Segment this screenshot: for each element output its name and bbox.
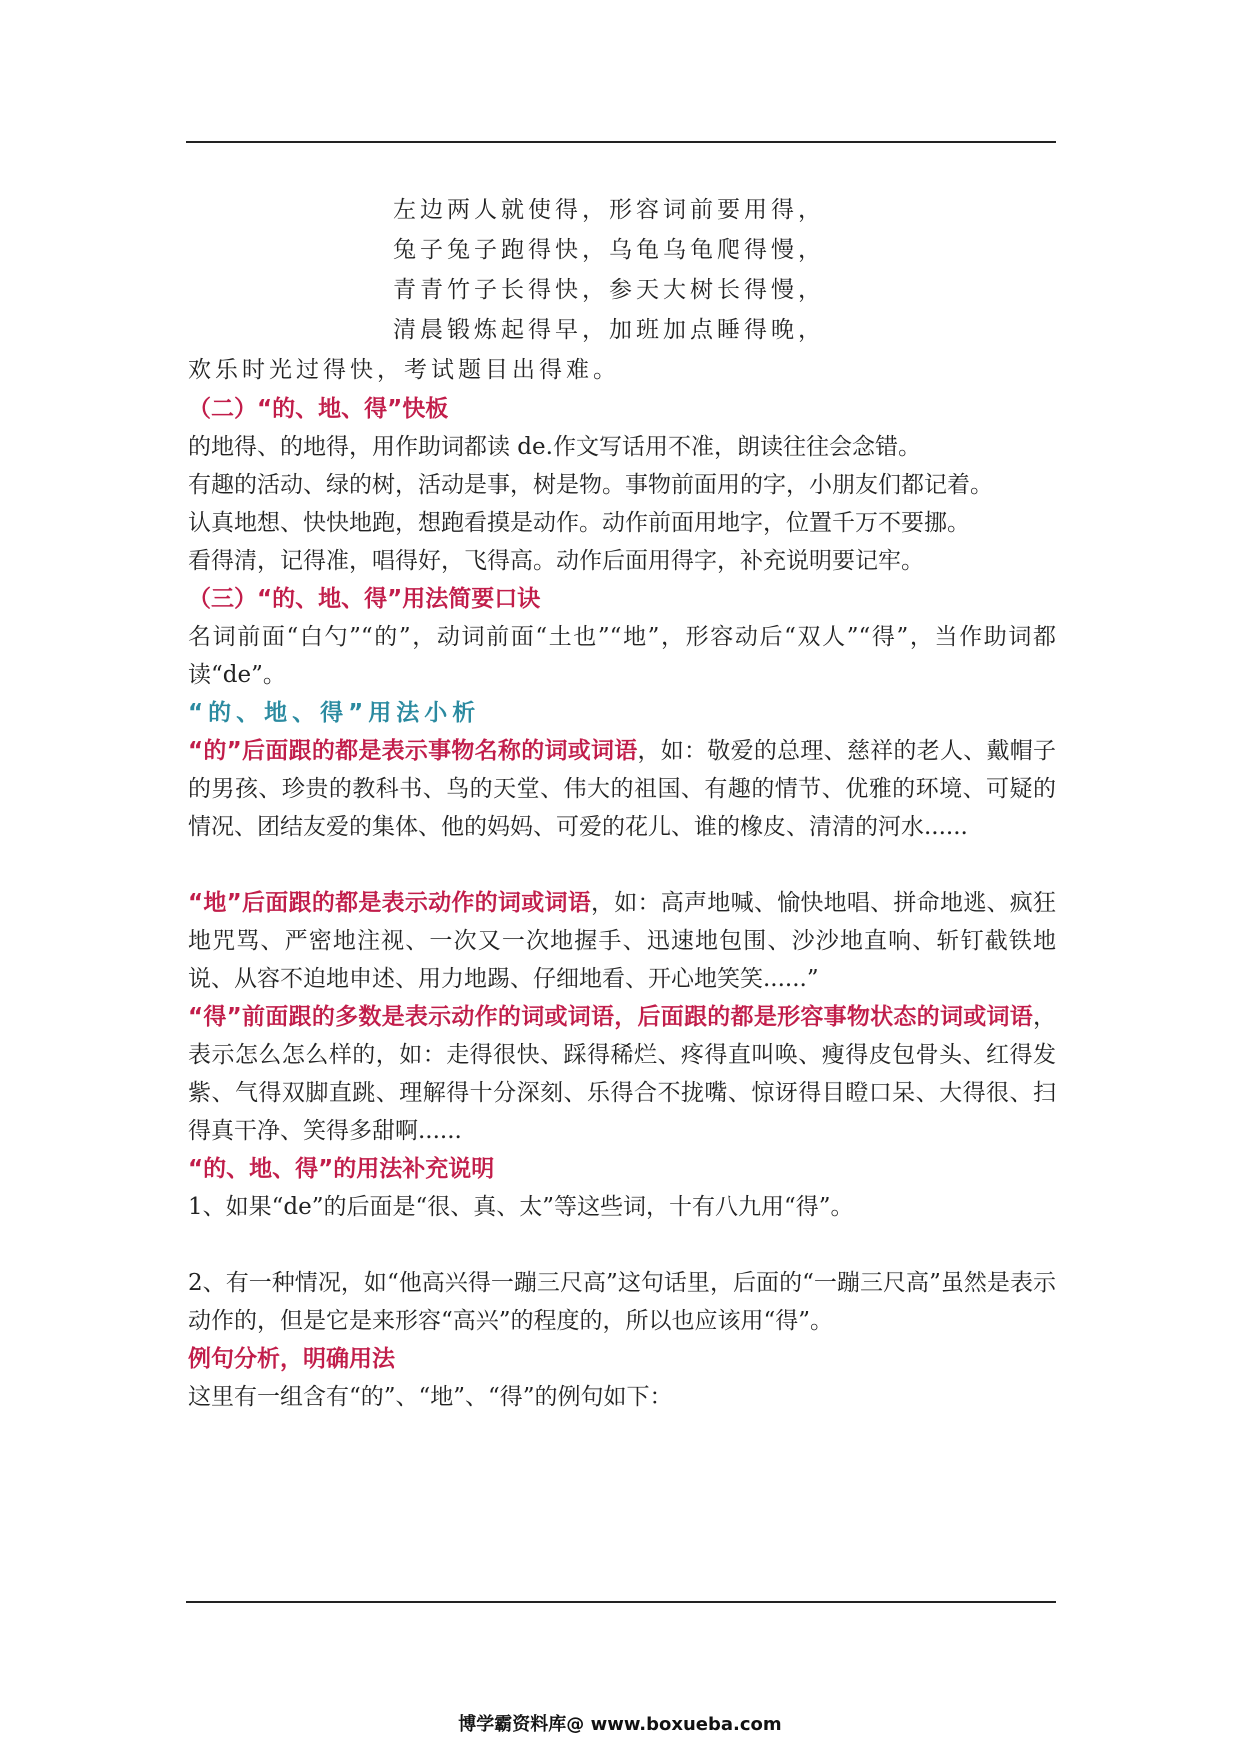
poem-line: 兔子兔子跑得快，乌龟乌龟爬得慢， bbox=[393, 237, 825, 263]
poem bbox=[188, 190, 1056, 390]
section2-heading: （二）“的、地、得”快板 bbox=[188, 396, 449, 422]
footer-text: 博学霸资料库@ www.boxueba.com bbox=[458, 1714, 782, 1735]
supplement-item-1: 1、如果“de”的后面是“很、真、太”等这些词，十有八九用“得”。 bbox=[188, 1194, 854, 1220]
de2-paragraph bbox=[188, 884, 1056, 998]
section2-line: 看得清，记得准，唱得好，飞得高。动作后面用得字，补充说明要记牢。 bbox=[188, 548, 924, 574]
spacer bbox=[188, 1226, 1056, 1264]
poem-line: 左边两人就使得，形容词前要用得， bbox=[393, 197, 825, 223]
analysis-heading: “的、地、得”用法小析 bbox=[188, 700, 481, 726]
de1-text: ，如：敬爱的总理、慈祥的老人、戴帽子的男孩、珍贵的教科书、鸟的天堂、伟大的祖国、有趣的情节、优雅的环境、可疑的情况、团结友爱的集体、他的妈妈、可爱的花儿、谁的橡皮、清清的河水...... bbox=[188, 738, 1057, 840]
spacer bbox=[188, 846, 1056, 884]
de1-paragraph bbox=[188, 732, 1056, 846]
section3-text: 名词前面“白勺”“的”，动词前面“土也”“地”，形容动后“双人”“得”，当作助词都读“de”。 bbox=[188, 624, 1056, 688]
section2-line: 有趣的活动、绿的树，活动是事，树是物。事物前面用的字，小朋友们都记着。 bbox=[188, 472, 993, 498]
document-body bbox=[188, 190, 1056, 1416]
header-rule bbox=[186, 141, 1056, 143]
de2-text: ，如：高声地喊、愉快地唱、拼命地逃、疯狂地咒骂、严密地注视、一次又一次地握手、迅速地包围、沙沙地直响、斩钉截铁地说、从容不迫地申述、用力地踢、仔细地看、开心地笑笑......” bbox=[188, 890, 1056, 992]
de3-paragraph bbox=[188, 998, 1056, 1150]
footer-rule bbox=[186, 1601, 1056, 1603]
section3-heading: （三）“的、地、得”用法简要口诀 bbox=[188, 586, 541, 612]
supplement-item-2: 2、有一种情况，如“他高兴得一蹦三尺高”这句话里，后面的“一蹦三尺高”虽然是表示动作的，但是它是来形容“高兴”的程度的，所以也应该用“得”。 bbox=[188, 1270, 1056, 1334]
section2-line: 认真地想、快快地跑，想跑看摸是动作。动作前面用地字，位置千万不要挪。 bbox=[188, 510, 970, 536]
de1-lead: “的”后面跟的都是表示事物名称的词或词语 bbox=[188, 738, 638, 764]
examples-heading: 例句分析，明确用法 bbox=[188, 1346, 395, 1372]
de3-lead: “得”前面跟的多数是表示动作的词或词语，后面跟的都是形容事物状态的词或词语 bbox=[188, 1004, 1033, 1030]
poem-line: 清晨锻炼起得早，加班加点睡得晚， bbox=[393, 317, 825, 343]
poem-last-line: 欢乐时光过得快，考试题目出得难。 bbox=[188, 357, 620, 383]
poem-line: 青青竹子长得快，参天大树长得慢， bbox=[393, 277, 825, 303]
section2-line: 的地得、的地得，用作助词都读 de.作文写话用不准，朗读往往会念错。 bbox=[188, 434, 921, 460]
de2-lead: “地”后面跟的都是表示动作的词或词语 bbox=[188, 890, 591, 916]
examples-intro: 这里有一组含有“的”、“地”、“得”的例句如下： bbox=[188, 1384, 673, 1410]
de3-text: ，表示怎么怎么样的，如：走得很快、踩得稀烂、疼得直叫唤、瘦得皮包骨头、红得发紫、气得双脚直跳、理解得十分深刻、乐得合不拢嘴、惊讶得目瞪口呆、大得很、扫得真干净、笑得多甜啊...... bbox=[188, 1004, 1056, 1144]
supplement-heading: “的、地、得”的用法补充说明 bbox=[188, 1156, 495, 1182]
